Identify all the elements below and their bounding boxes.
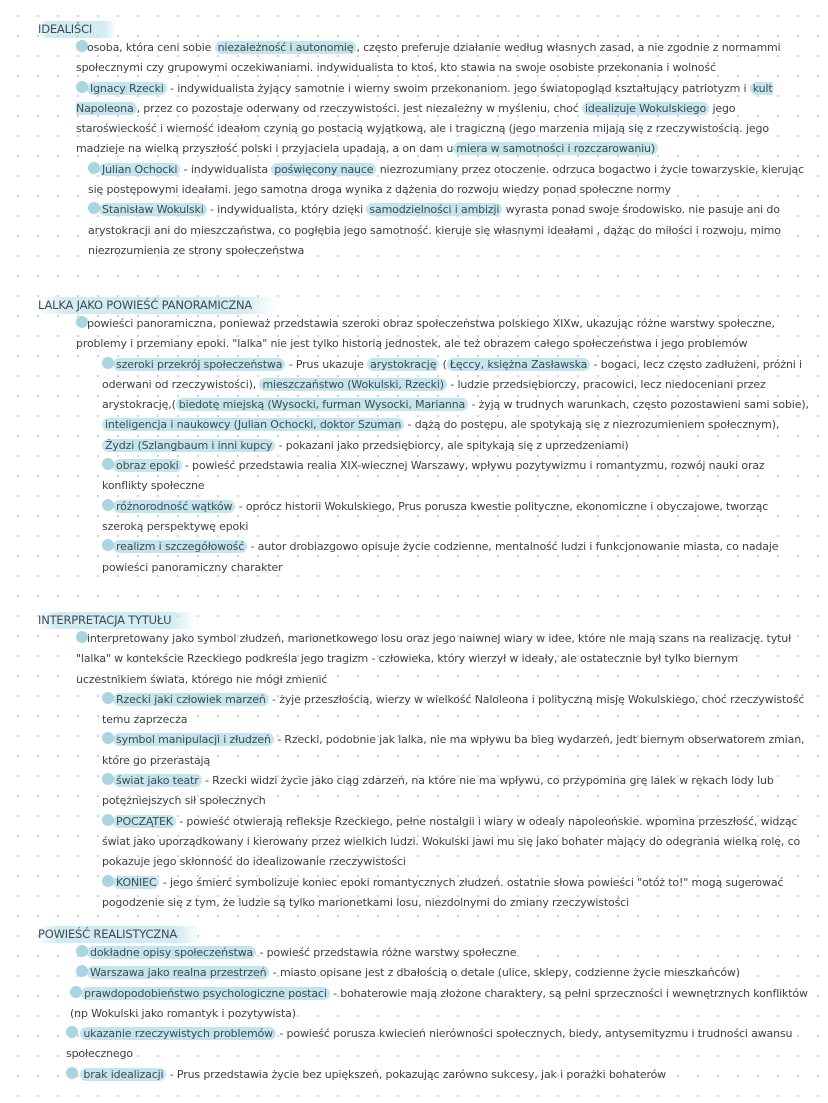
highlight: Warszawa jako realna przestrzeń [87,966,269,979]
paragraph-intro: osoba, która ceni sobie niezależność i autonomię , często preferuje działanie według własnych zasad, a nie zgodnie z normammi społecznymi czy grupowymi oczekiwaniami. indywidualista to ktoś, kto stawia na swoje osobiste przekonania i wolność [76,41,781,75]
bullet-dot-icon [66,1067,78,1079]
highlight: symbol manipulacji i złudzeń [113,733,274,746]
section-powiesc-realistyczna [40,923,810,1085]
paragraph-manipulacja: symbol manipulacji i złudzeń - Rzecki, podobnie jak lalka, nie ma wpływu ba bieg wydarzeń, jedt biernym obserwatorem zmian, które go przerastają [102,733,805,767]
paragraph-watki: różnorodność wątków - oprócz historii Wokulskiego, Prus porusza kwestie polityczne, ekonomiczne i obyczajowe, tworząc szeroką perspektywę epoki [102,499,769,533]
paragraph-intro: interpretowany jako symbol złudzeń, marionetkowego losu oraz jego naiwnej wiary w idee, które nie mają szans na realizację. tytuł "lalka" w kontekście Rzeckiego podkreśla jego tragizm - człowieka, który wierzył w ideały, ale ostatecznie był tylko biernym uczestnikiem świata, którego nie mógł zmienić [76,632,792,686]
highlight: różnorodność wątków [113,500,235,513]
list-item: ukazanie rzeczywistych problemów - powieść porusza kwiecień nierówności społecznych, biedy, antysemityzmu i trudności awansu społecznego [66,1027,793,1061]
highlight: mieszczaństwo (Wokulski, Rzecki) [259,378,446,391]
section-idealisci [40,18,810,261]
paragraph-intro: powieści panoramiczna, ponieważ przedstawia szeroki obraz społeczeństwa polskiego XIXw, ukazując różne warstwy społeczne, problemy i przemiany epoki. "lalka" nie jest tylko historią jednostek, ale też obrazem całego społeczeństwa i jego problemów [76,317,775,351]
highlight: kult Napoleona [76,81,773,115]
section-panoramiczna [40,294,810,578]
highlight: szeroki przekrój społeczeństwa [113,358,285,371]
paragraph-rzecki: Ignacy Rzecki - indywidualista żyjący samotnie i wierny swoim przekonaniom. jego światopogląd kształtujący patriotyzm i kult Napoleona , przez co pozostaje oderwany od rzeczywistości. jest niezależny w myśleniu, choć idealizuje Wokulskiego jego staroświeckość i wierność ideałom czynią go postacią wyjątkową, ale i tragiczną (jego marzenia mijają się z rzeczywistością. jego madzieje na wielką przyszłość polski i przyjaciela upadają, a on dam u miera w samotności i rozczarowaniu) [76,81,773,156]
highlight: POCZĄTEK [113,815,176,828]
paragraph-poczatek: POCZĄTEK - powieść otwierają refleksje Rzeckiego, pełne nostalgii i wiary w odealy napoleońskie. wpomina przeszłość, widząc świat jako uporządkowany i kierowany przez wielkich ludzi. Wokulski jawi mu się jako bohater mający do odegrania wielką rolę, co pokazuje jego skłonność do idealizowanie rzeczywistości [102,814,801,869]
paragraph-swiat-teatr: świat jako teatr - Rzecki widzi życie jako ciąg zdarzeń, na które nie ma wpływu, co przypomina grę lalek w rękach lody lub potężniejszych sił społecznych [102,774,774,808]
highlight: poświęcony nauce [271,163,376,176]
bullet-dot-icon [66,1026,78,1038]
highlight: idealizuje Wokulskiego [582,102,709,115]
highlight: miera w samotności i rozczarowaniu) [453,142,658,155]
section-heading: POWIEŚĆ REALISTYCZNA [38,926,201,943]
highlight: świat jako teatr [113,774,202,787]
highlight: prawdopodobieństwo psychologiczne postaci [81,987,330,1000]
section-heading: IDEALIŚCI [38,21,116,38]
highlight: niezależność i autonomię [215,41,357,54]
list-item: dokładne opisy społeczeństwa - powieść przedstawia różne warstwy społeczne [40,943,810,963]
highlight-name: Stanisław Wokulski [99,203,207,216]
highlight: Rzecki jaki człowiek marzeń [113,693,269,706]
highlight: obraz epoki [113,459,182,472]
section-heading: INTERPRETACJA TYTUŁU [38,612,195,629]
highlight: realizm i szczegółowość [113,540,247,553]
highlight: ukazanie rzeczywistych problemów [80,1027,276,1040]
paragraph-przekroj: szeroki przekrój społeczeństwa - Prus ukazuje arystokrację ( Łęccy, księżna Zasławska - bogaci, lecz często zadłużeni, próżni i oderwani od rzeczywistości), mieszczaństwo (Wokulski, Rzecki) - ludzie przedsiębiorczy, pracowici, lecz niedoceniani przez arystokrację,( biedotę miejską (Wysocki, furman Wysocki, Marianna - żyją w trudnych warunkach, często pozostawieni sami sobie), inteligencja i naukowcy (Julian Ochocki, doktor Szuman - dążą do postępu, ale spotykają się z niezrozumieniem społecznym), Żydzi (Szlangbaum i inni kupcy - pokazani jako przedsiębiorcy, ale spitykają się z uprzedzeniami) [102,357,809,452]
highlight: Łęccy, księżna Zasławska [447,358,590,371]
highlight: inteligencja i naukowcy (Julian Ochocki, doktor Szuman [102,418,404,431]
highlight: Żydzi (Szlangbaum i inni kupcy [102,439,275,452]
highlight: arystokrację [367,358,439,371]
paragraph-czlowiek-marzen: Rzecki jaki człowiek marzeń - żyje przeszłością, wierzy w wielkość Naloleona i polityczną misję Wokulskiego, choć rzeczywistość temu zaprzecza [102,692,805,727]
list-item: Warszawa jako realna przestrzeń - miasto opisane jest z dbałością o detale (ulice, sklepy, codzienne życie mieszkańców) [40,963,810,983]
paragraph-koniec: KONIEC - jego śmierć symbolizuje koniec epoki romantycznych złudzeń. ostatnie słowa powieści "otóż to!" mogą sugerować pogodzenie się z tym, że ludzie są tylko marionetkami losu, niezdolnymi do zmiany rzeczywistości [102,875,784,909]
highlight: biedotę miejską (Wysocki, furman Wysocki, Marianna [176,398,468,411]
highlight-name: Julian Ochocki [99,163,180,176]
section-heading: LALKA JAKO POWIEŚĆ PANORAMICZNA [38,297,276,314]
highlight: KONIEC [113,876,159,889]
section-interpretacja-tytulu [40,609,810,913]
paragraph-ochocki: Julian Ochocki - indywidualista poświęcony nauce niezrozumiany przez otoczenie. odrzuca bogactwo i życie towarzyskie, kierując się postępowymi ideałami. jego samotna droga wynika z dążenia do rozwoju wiedzy ponad społeczne normy [88,162,804,197]
paragraph-obraz-epoki: obraz epoki - powieść przedstawia realia XIX-wiecznej Warszawy, wpływu pozytywizmu i romantyzmu, rozwój nauki oraz konflikty społeczne [102,459,765,493]
highlight: samodzielności i ambizji [366,203,502,216]
highlight-name: Ignacy Rzecki [87,82,167,95]
paragraph-wokulski: Stanisław Wokulski - indywidualista, który dzięki samodzielności i ambizji wyrasta ponad swoje środowisko. nie pasuje ani do arystokracji ani do mieszczaństwa, co pogłębia jego samotność. kieruje się własnymi ideałami , dążąc do miłości i rozwoju, mimo niezrozumienia ze strony społeczeństwa [88,203,781,257]
paragraph-realizm: realizm i szczegółowość - autor drobiazgowo opisuje życie codzienne, mentalność ludzi i funkcjonowanie miasta, co nadaje powieści panoramiczny charakter [102,540,779,574]
list-item: prawdopodobieństwo psychologiczne postaci - bohaterowie mają złożone charaktery, są pełni sprzeczności i wewnętrznych konfliktów (np Wokulski jako romantyk i pozytywista) [70,986,808,1020]
highlight: dokładne opisy społeczeństwa [87,946,256,959]
highlight: brak idealizacji [80,1068,166,1081]
list-item: brak idealizacji - Prus przedstawia życie bez upiększeń, pokazując zarówno sukcesy, jak i porażki bohaterów [40,1065,810,1085]
